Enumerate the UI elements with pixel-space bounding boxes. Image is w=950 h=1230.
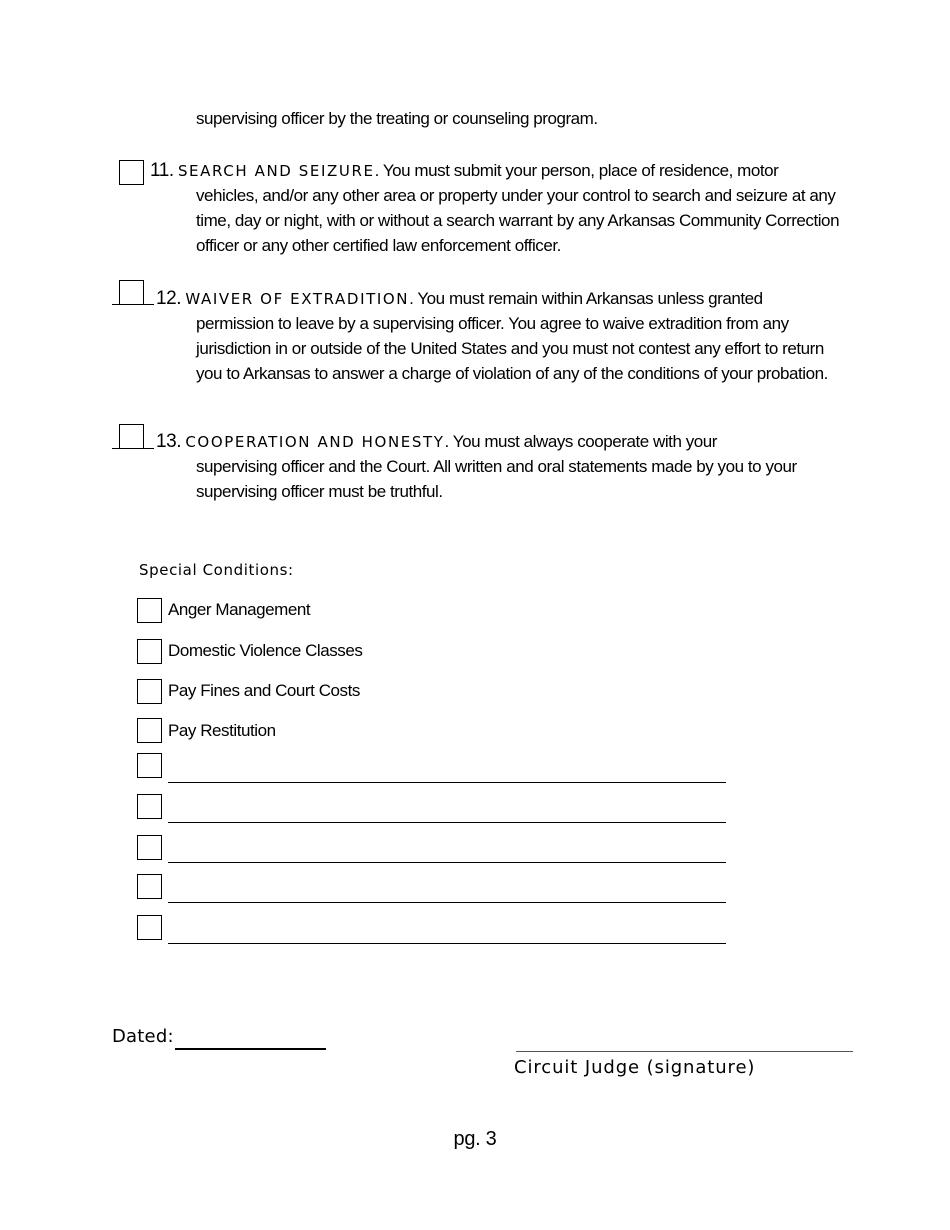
special-item-pay-fines: Pay Fines and Court Costs — [168, 681, 360, 700]
judge-signature-label: Circuit Judge (signature) — [514, 1057, 756, 1078]
special-blank-line-3[interactable] — [168, 862, 726, 863]
condition-13-number: 13. — [156, 431, 182, 452]
condition-11-body: vehicles, and/or any other area or property under your control to search and seizure at any time, day or night, with or without a search warrant by any Arkansas Community Correction officer or any other certified law enforcement officer. — [196, 186, 840, 255]
special-checkbox-blank-2[interactable] — [137, 794, 162, 819]
special-item-pay-restitution: Pay Restitution — [168, 721, 276, 740]
condition-11-title: SEARCH AND SEIZURE — [177, 162, 375, 180]
condition-13-checkbox[interactable] — [119, 424, 144, 449]
special-blank-line-5[interactable] — [168, 943, 726, 944]
condition-11-number: 11. — [150, 160, 174, 181]
condition-12-body: permission to leave by a supervising officer. You agree to waive extradition from any jurisdiction in or outside of the United States and you must not contest any effort to return you to Arkansas to answer a charge of violation of any of the conditions of your probation. — [196, 314, 828, 383]
special-item-domestic-violence: Domestic Violence Classes — [168, 641, 363, 660]
condition-11-first-line — [150, 158, 778, 184]
condition-12-first-line — [156, 286, 763, 312]
special-blank-line-1[interactable] — [168, 782, 726, 783]
condition-12-number: 12. — [156, 288, 182, 309]
special-checkbox-blank-4[interactable] — [137, 874, 162, 899]
special-checkbox-2[interactable] — [137, 639, 162, 664]
condition-13-title: COOPERATION AND HONESTY — [185, 433, 445, 451]
condition-11-checkbox[interactable] — [119, 160, 144, 185]
special-conditions-heading: Special Conditions: — [139, 561, 294, 579]
special-checkbox-3[interactable] — [137, 679, 162, 704]
condition-12-title: WAIVER OF EXTRADITION — [185, 290, 410, 308]
condition-12-first-text: . You must remain within Arkansas unless granted — [409, 289, 763, 308]
special-checkbox-4[interactable] — [137, 718, 162, 743]
dated-line[interactable] — [175, 1048, 326, 1050]
condition-13-first-line — [156, 429, 717, 455]
special-checkbox-1[interactable] — [137, 598, 162, 623]
condition-13-first-text: . You must always cooperate with your — [444, 432, 718, 451]
special-blank-line-4[interactable] — [168, 902, 726, 903]
condition-12-checkbox[interactable] — [119, 280, 144, 305]
special-blank-line-2[interactable] — [168, 822, 726, 823]
condition-11-first-text: . You must submit your person, place of residence, motor — [374, 161, 779, 180]
special-item-anger-management: Anger Management — [168, 600, 311, 619]
dated-label: Dated: — [112, 1026, 174, 1047]
special-checkbox-blank-1[interactable] — [137, 753, 162, 778]
special-checkbox-blank-5[interactable] — [137, 915, 162, 940]
intro-continuation: supervising officer by the treating or counseling program. — [196, 109, 598, 128]
special-checkbox-blank-3[interactable] — [137, 835, 162, 860]
condition-13-body: supervising officer and the Court. All written and oral statements made by you to your supervising officer must be truthful. — [196, 457, 797, 501]
page-number: pg. 3 — [453, 1128, 497, 1150]
signature-line[interactable] — [516, 1051, 853, 1052]
